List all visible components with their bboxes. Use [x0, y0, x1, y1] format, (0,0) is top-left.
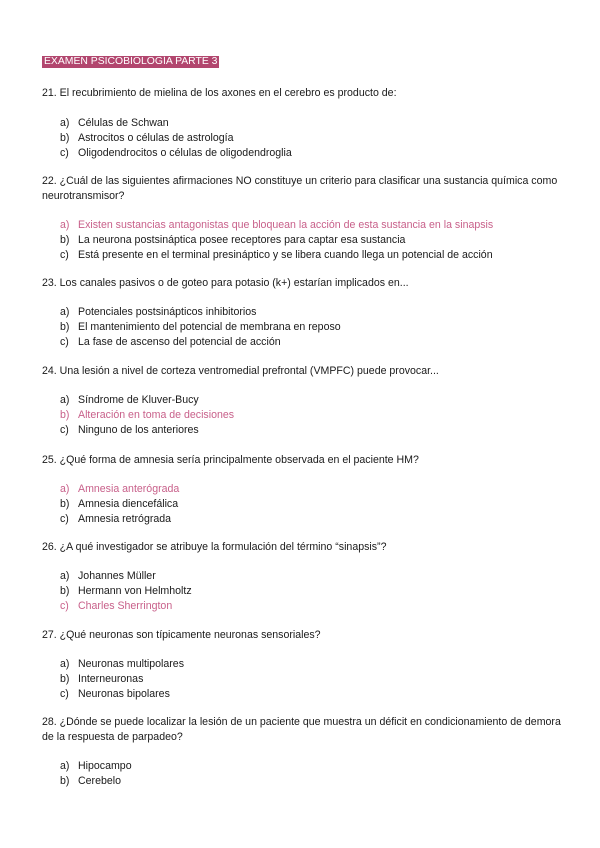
option-c: c) Está presente en el terminal presináptico y se libera cuando llega un potencial de acción — [60, 249, 493, 261]
option-b: b) Cerebelo — [60, 775, 121, 787]
question-text: 23. Los canales pasivos o de goteo para potasio (k+) estarían implicados en... — [42, 277, 409, 289]
question-21 — [42, 86, 562, 161]
option-b: b) Astrocitos o células de astrología — [60, 132, 234, 144]
question-28 — [42, 715, 562, 789]
option-b: b) Hermann von Helmholtz — [60, 585, 192, 597]
option-list — [42, 569, 562, 614]
exam-title: EXAMEN PSICOBIOLOGÍA PARTE 3 — [44, 56, 218, 67]
option-c: c) Oligodendrocitos o células de oligodendroglia — [60, 147, 292, 159]
option-b: b) Amnesia diencefálica — [60, 498, 179, 510]
option-list — [42, 393, 562, 438]
option-a-highlighted: a) Existen sustancias antagonistas que bloquean la acción de esta sustancia en la sinapsis — [60, 219, 494, 231]
question-text: 21. El recubrimiento de mielina de los axones en el cerebro es producto de: — [42, 87, 397, 99]
question-text: 25. ¿Qué forma de amnesia sería principalmente observada en el paciente HM? — [42, 454, 419, 466]
question-text: 22. ¿Cuál de las siguientes afirmaciones NO constituye un criterio para clasificar una sustancia química como neurotransmisor? — [42, 175, 558, 202]
option-b-highlighted: b) Alteración en toma de decisiones — [60, 409, 235, 421]
option-a: a) Síndrome de Kluver-Bucy — [60, 394, 199, 406]
question-27 — [42, 628, 562, 702]
option-list — [42, 482, 562, 527]
question-text: 27. ¿Qué neuronas son típicamente neuronas sensoriales? — [42, 629, 321, 641]
option-b: b) La neurona postsináptica posee receptores para captar esa sustancia — [60, 234, 406, 246]
option-a: a) Potenciales postsinápticos inhibitorios — [60, 306, 257, 318]
option-c: c) Neuronas bipolares — [60, 688, 170, 700]
option-list — [42, 218, 562, 263]
question-text: 28. ¿Dónde se puede localizar la lesión de un paciente que muestra un déficit en condicionamiento de demora de la respuesta de parpadeo? — [42, 716, 561, 743]
option-list — [42, 305, 562, 350]
option-a: a) Hipocampo — [60, 760, 132, 772]
option-c-highlighted: c) Charles Sherrington — [60, 600, 173, 612]
option-a-highlighted: a) Amnesia anterógrada — [60, 483, 180, 495]
option-c: c) Amnesia retrógrada — [60, 513, 172, 525]
option-a: a) Neuronas multipolares — [60, 658, 184, 670]
option-a: a) Johannes Müller — [60, 570, 156, 582]
question-26 — [42, 540, 562, 614]
option-b: b) Interneuronas — [60, 673, 144, 685]
option-c: c) Ninguno de los anteriores — [60, 424, 199, 436]
option-a: a) Células de Schwan — [60, 117, 169, 129]
question-text: 24. Una lesión a nivel de corteza ventromedial prefrontal (VMPFC) puede provocar... — [42, 365, 439, 377]
question-text: 26. ¿A qué investigador se atribuye la formulación del término “sinapsis”? — [42, 541, 387, 553]
option-list — [42, 657, 562, 702]
question-25 — [42, 453, 562, 527]
option-c: c) La fase de ascenso del potencial de acción — [60, 336, 281, 348]
question-24 — [42, 364, 562, 438]
option-list — [42, 759, 562, 789]
question-23 — [42, 276, 562, 350]
question-22 — [42, 174, 562, 263]
option-list — [42, 116, 562, 161]
option-b: b) El mantenimiento del potencial de membrana en reposo — [60, 321, 341, 333]
